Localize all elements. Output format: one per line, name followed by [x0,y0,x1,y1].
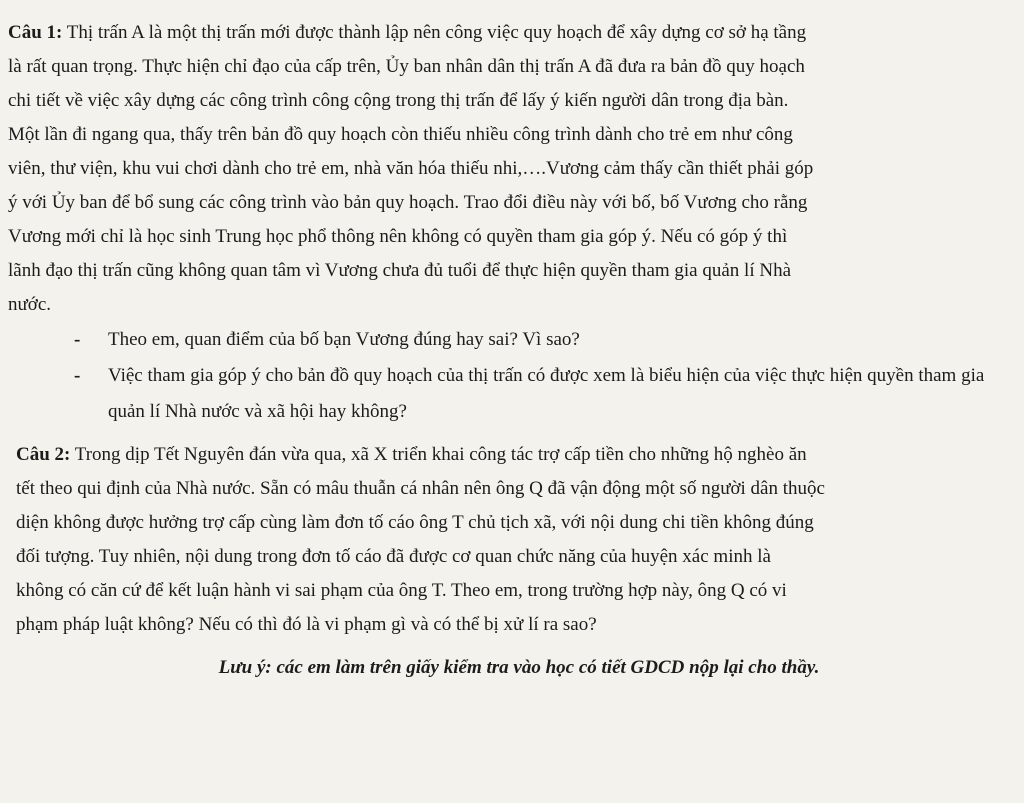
question-1-line: Câu 1: Thị trấn A là một thị trấn mới được thành lập nên công việc quy hoạch để xây dựng cơ sở hạ tầng [8,22,807,43]
question-1-line: chi tiết về việc xây dựng các công trình công cộng trong thị trấn để lấy ý kiến người dân trong địa bàn. [8,90,789,111]
sub-question: - Theo em, quan điểm của bố bạn Vương đúng hay sai? Vì sao? [70,322,1010,358]
question-1-label: Câu 1: [8,22,63,43]
question-1-line: viên, thư viện, khu vui chơi dành cho trẻ em, nhà văn hóa thiếu nhi,….Vương cảm thấy cần thiết phải góp [8,158,814,179]
question-1-line: Vương mới chỉ là học sinh Trung học phổ thông nên không có quyền tham gia góp ý. Nếu có góp ý thì [8,226,788,247]
question-2 [8,438,1010,642]
question-1 [8,16,1010,322]
question-1-line: lãnh đạo thị trấn cũng không quan tâm vì Vương chưa đủ tuổi để thực hiện quyền tham gia quản lí Nhà [8,260,792,281]
question-2-line: phạm pháp luật không? Nếu có thì đó là vi phạm gì và có thể bị xử lí ra sao? [16,614,597,635]
question-1-line: nước. [8,294,52,315]
question-2-line: Câu 2: Trong dịp Tết Nguyên đán vừa qua, xã X triển khai công tác trợ cấp tiền cho những hộ nghèo ăn [16,444,807,465]
question-1-line: ý với Ủy ban để bổ sung các công trình vào bản quy hoạch. Trao đổi điều này với bố, bố Vương cho rằng [8,192,808,213]
question-2-line: diện không được hưởng trợ cấp cùng làm đơn tố cáo ông T chủ tịch xã, với nội dung chi tiền không đúng [16,512,814,533]
question-1-line: là rất quan trọng. Thực hiện chỉ đạo của cấp trên, Ủy ban nhân dân thị trấn A đã đưa ra bản đồ quy hoạch [8,56,805,77]
question-2-label: Câu 2: [16,444,71,465]
question-2-line: tết theo qui định của Nhà nước. Sẵn có mâu thuẫn cá nhân nên ông Q đã vận động một số người dân thuộc [16,478,825,499]
footer-note: Lưu ý: các em làm trên giấy kiểm tra vào học có tiết GDCD nộp lại cho thầy. [218,657,820,678]
question-1-line: Một lần đi ngang qua, thấy trên bản đồ quy hoạch còn thiếu nhiều công trình dành cho trẻ em như công [8,124,793,145]
question-2-line: đối tượng. Tuy nhiên, nội dung trong đơn tố cáo đã được cơ quan chức năng của huyện xác minh là [16,546,771,567]
question-2-line: không có căn cứ để kết luận hành vi sai phạm của ông T. Theo em, trong trường hợp này, ông Q có vi [16,580,787,601]
question-1-sub-questions [8,322,1010,430]
sub-question: - Việc tham gia góp ý cho bản đồ quy hoạch của thị trấn có được xem là biểu hiện của việc thực hiện quyền tham gia quản lí Nhà nước và xã hội hay không? [70,358,1010,430]
